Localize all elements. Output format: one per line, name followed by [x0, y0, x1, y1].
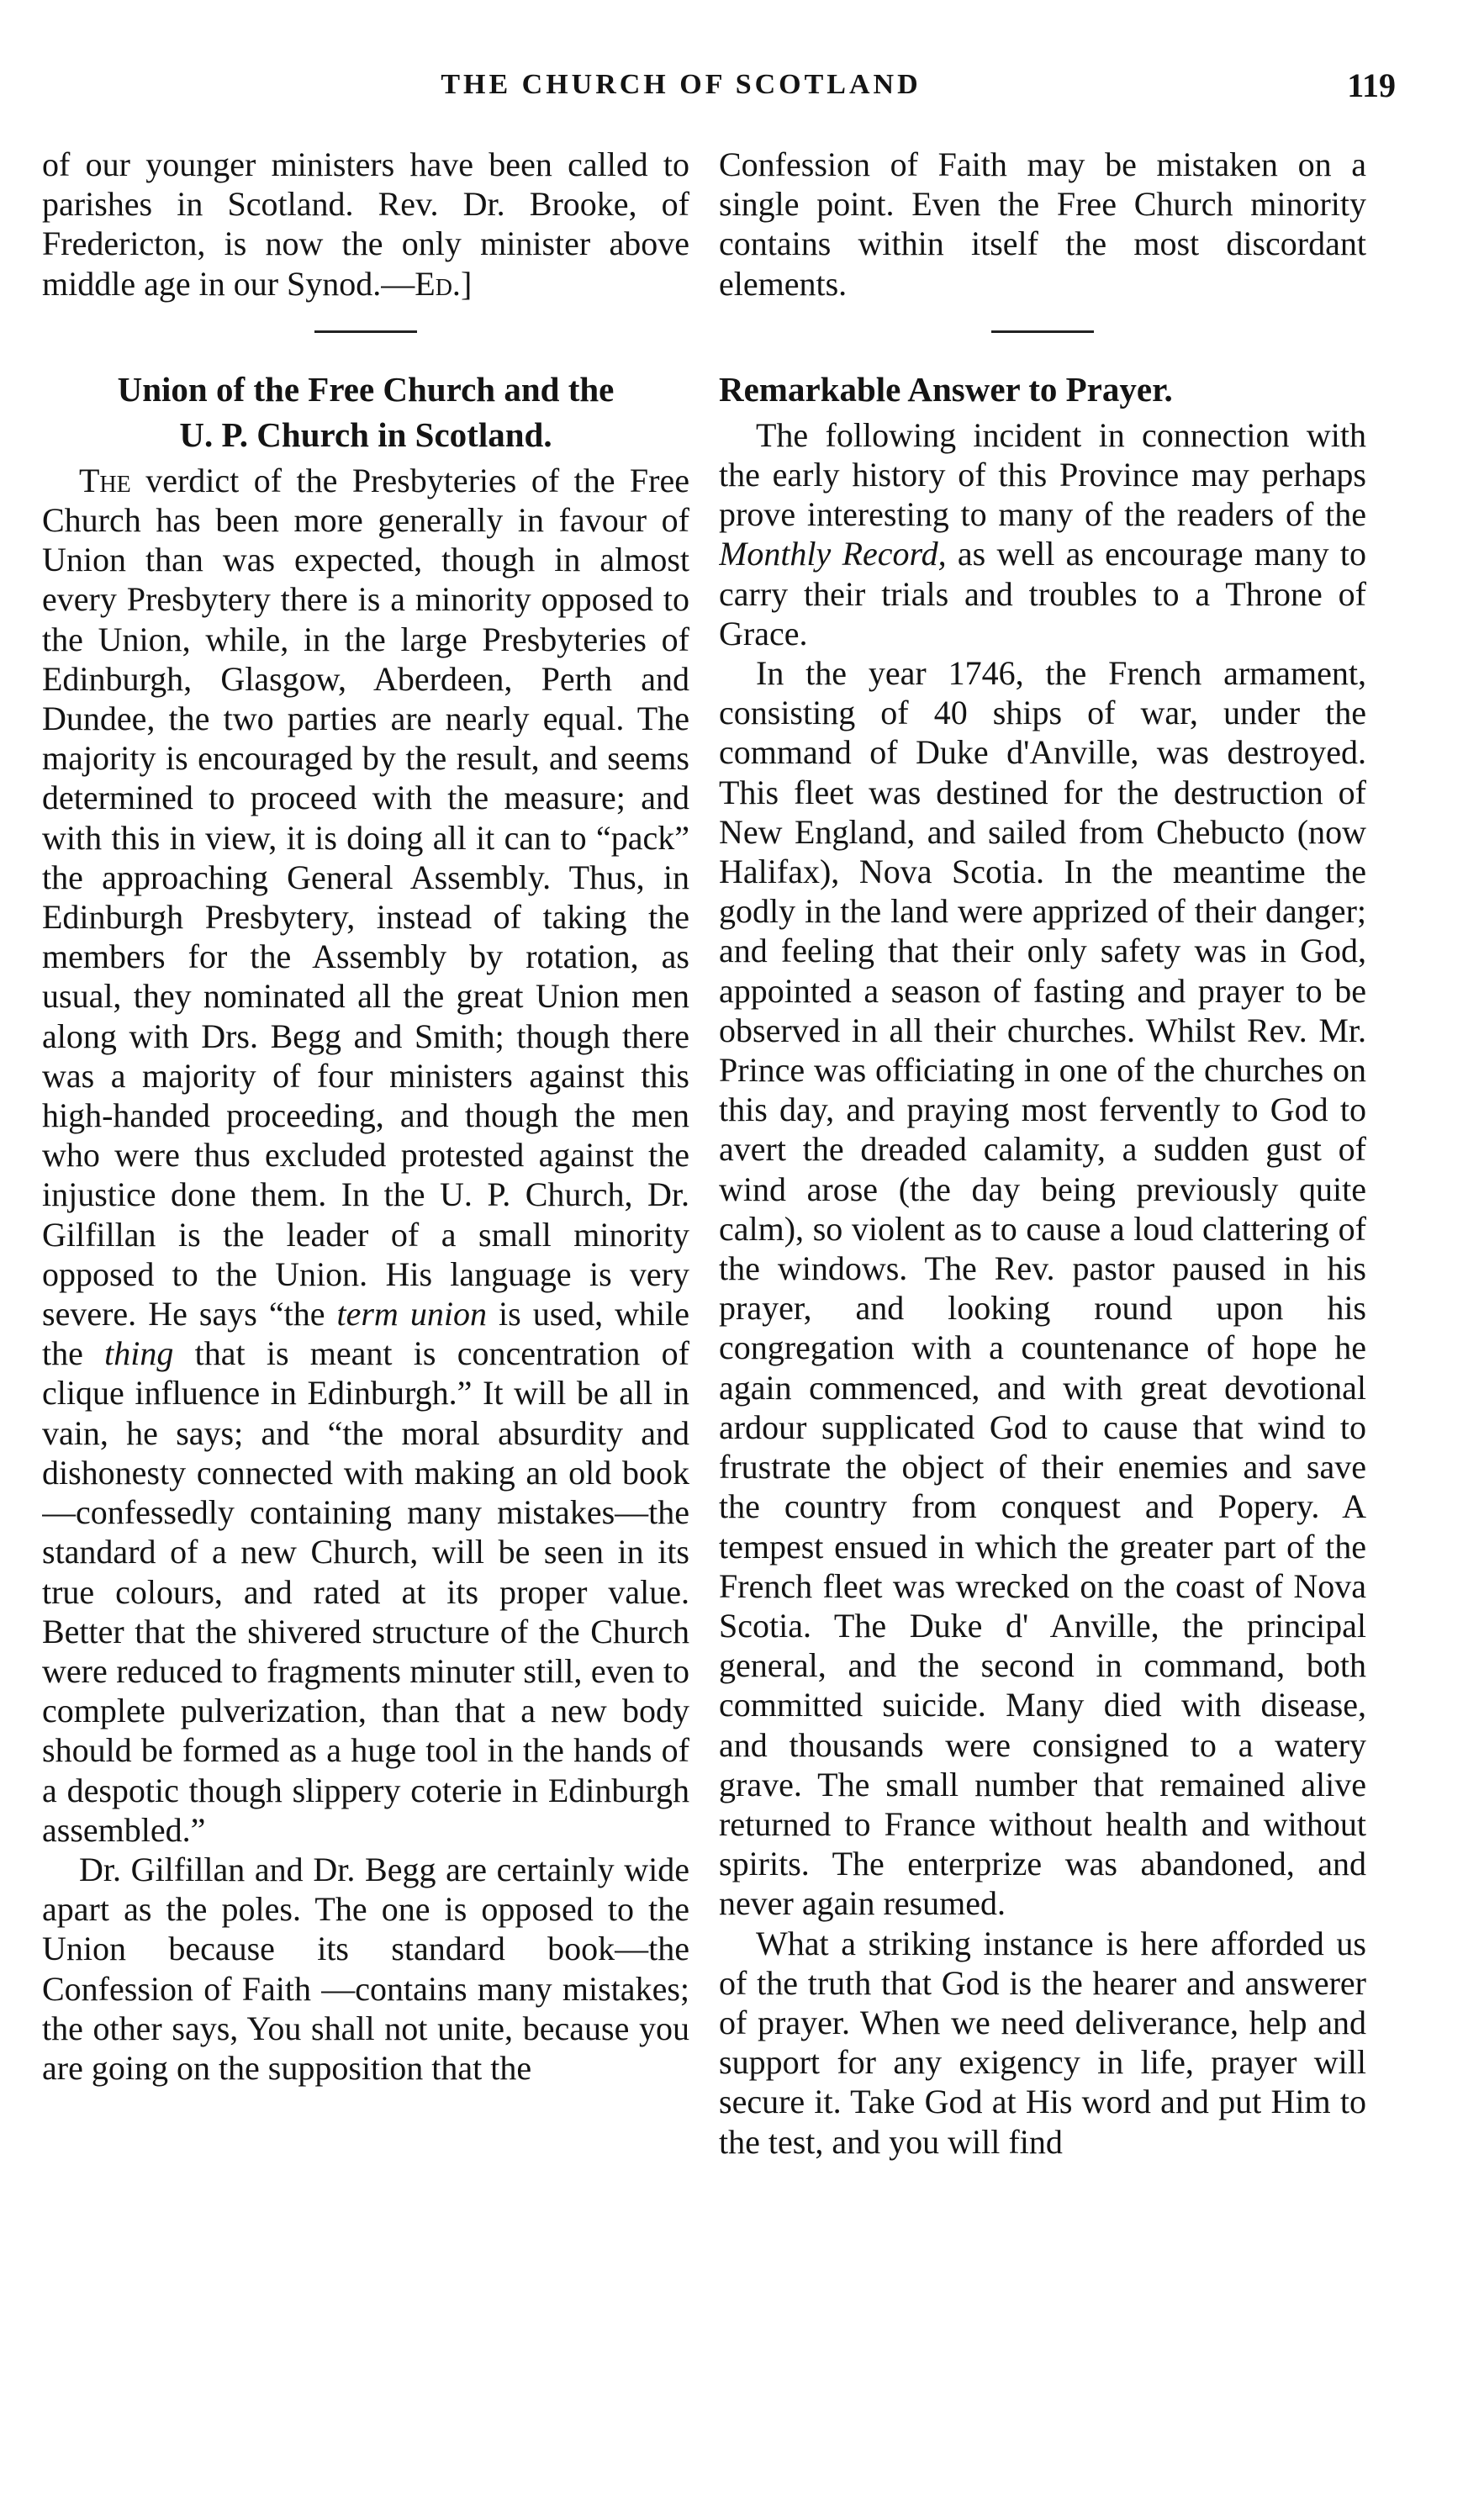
prayer-paragraph-1 — [719, 415, 1366, 653]
prayer-paragraph-1-text-a: The following incident in connection with the early history of this Province may perhaps prove interesting to many of the readers of the — [719, 415, 1366, 534]
union-paragraph-1 — [42, 461, 689, 1850]
editorial-note-close: ] — [460, 264, 473, 303]
union-paragraph-1-text-b: is used, while the — [42, 1295, 689, 1373]
editorial-note-text: of our younger ministers have been called to parishes in Scotland. Rev. Dr. Brooke, of Fredericton, is now the only minister above middle age in our Synod.— — [42, 145, 689, 303]
union-paragraph-2: Dr. Gilfillan and Dr. Begg are certainly wide apart as the poles. The one is opposed to the Union because its standard book—the Confession of Faith —contains many mistakes; the other says, You shall not unite, because you are going on the supposition that the — [42, 1850, 689, 2087]
article-heading-line-2: U. P. Church in Scotland. — [179, 415, 552, 454]
continuation-paragraph: Confession of Faith may be mistaken on a single point. Even the Free Church minority contains within itself the most discordant elements. — [719, 145, 1366, 303]
union-paragraph-1-text-a: verdict of the Presbyteries of the Free Church has been more generally in favour of Union than was expected, though in almost every Presbytery there is a minority opposed to the Union, while, in the large Presbyteries of Edinburgh, Glasgow, Aberdeen, Perth and Dundee, the two parties are nearly equal. The majority is encouraged by the result, and seems determined to proceed with the measure; and with this in view, it is doing all it can to “pack” the approaching General Assembly. Thus, in Edinburgh Presbytery, instead of taking the members for the Assembly by rotation, as usual, they nominated all the great Union men along with Drs. Begg and Smith; though there was a majority of four ministers against this high-handed proceeding, and though the men who were thus excluded protested against the injustice done them. In the U. P. Church, Dr. Gilfillan is the leader of a small minority opposed to the Union. His language is very severe. He says “the — [42, 461, 689, 1333]
article-heading-union — [42, 367, 689, 457]
prayer-paragraph-2: In the year 1746, the French armament, consisting of 40 ships of war, under the command of Duke d'Anville, was destroyed. This fleet was destined for the destruction of New England, and sailed from Chebucto (now Halifax), Nova Scotia. In the meantime the godly in the land were apprized of their danger; and feeling that their only safety was in God, appointed a season of fasting and prayer to be observed in all their churches. Whilst Rev. Mr. Prince was officiating in one of the churches on this day, and praying most fervently to God to avert the dreaded calamity, a sudden gust of wind arose (the day being previously quite calm), so violent as to cause a loud clattering of the windows. The Rev. pastor paused in his prayer, and looking round upon his congregation with a countenance of hope he again commenced, and with great devotional ardour supplicated God to cause that wind to frustrate the object of their enemies and save the country from conquest and Popery. A tempest ensued in which the greater part of the French fleet was wrecked on the coast of Nova Scotia. The Duke d' Anville, the principal general, and the second in command, both committed suicide. Many died with disease, and thousands were consigned to a watery grave. The small number that remained alive returned to France without health and without spirits. The enterprize was abandoned, and never again resumed. — [719, 654, 1366, 1923]
italic-thing: thing — [104, 1334, 174, 1373]
editor-abbreviation: Ed. — [415, 264, 461, 303]
section-divider — [991, 330, 1094, 333]
article-heading-prayer: Remarkable Answer to Prayer. — [719, 369, 1173, 409]
running-title: THE CHURCH OF SCOTLAND — [441, 69, 922, 100]
right-column — [719, 145, 1366, 2465]
paragraph-lead-word: The — [79, 461, 131, 499]
union-paragraph-1-text-c: that is meant is concentration of clique influence in Edinburgh.” It will be all in vain, he says; and “the moral absurdity and dishonesty connected with making an old book—confessedly containing many mistakes—the standard of a new Church, will be seen in its true colours, and rated at its proper value. Better that the shivered structure of the Church were reduced to fragments minuter still, even to complete pulverization, than that a new body should be formed as a huge tool in the hands of a despotic though slippery coterie in Edinburgh assembled.” — [42, 1334, 689, 1849]
italic-monthly-record: Monthly Record, — [719, 535, 947, 573]
running-head — [0, 66, 1484, 119]
page-number: 119 — [1347, 66, 1396, 104]
italic-term-union: term union — [336, 1295, 487, 1333]
editorial-note-paragraph — [42, 145, 689, 304]
prayer-paragraph-1-text-b: as well as encourage many to carry their trials and troubles to a Throne of Grace. — [719, 535, 1366, 652]
left-column — [42, 145, 689, 2465]
section-divider — [314, 330, 417, 333]
prayer-paragraph-3: What a striking instance is here afforded us of the truth that God is the hearer and answerer of prayer. When we need deliverance, help and support for any exigency in life, prayer will secure it. Take God at His word and put Him to the test, and you will find — [719, 1924, 1366, 2161]
article-heading-line-1: Union of the Free Church and the — [117, 369, 615, 409]
